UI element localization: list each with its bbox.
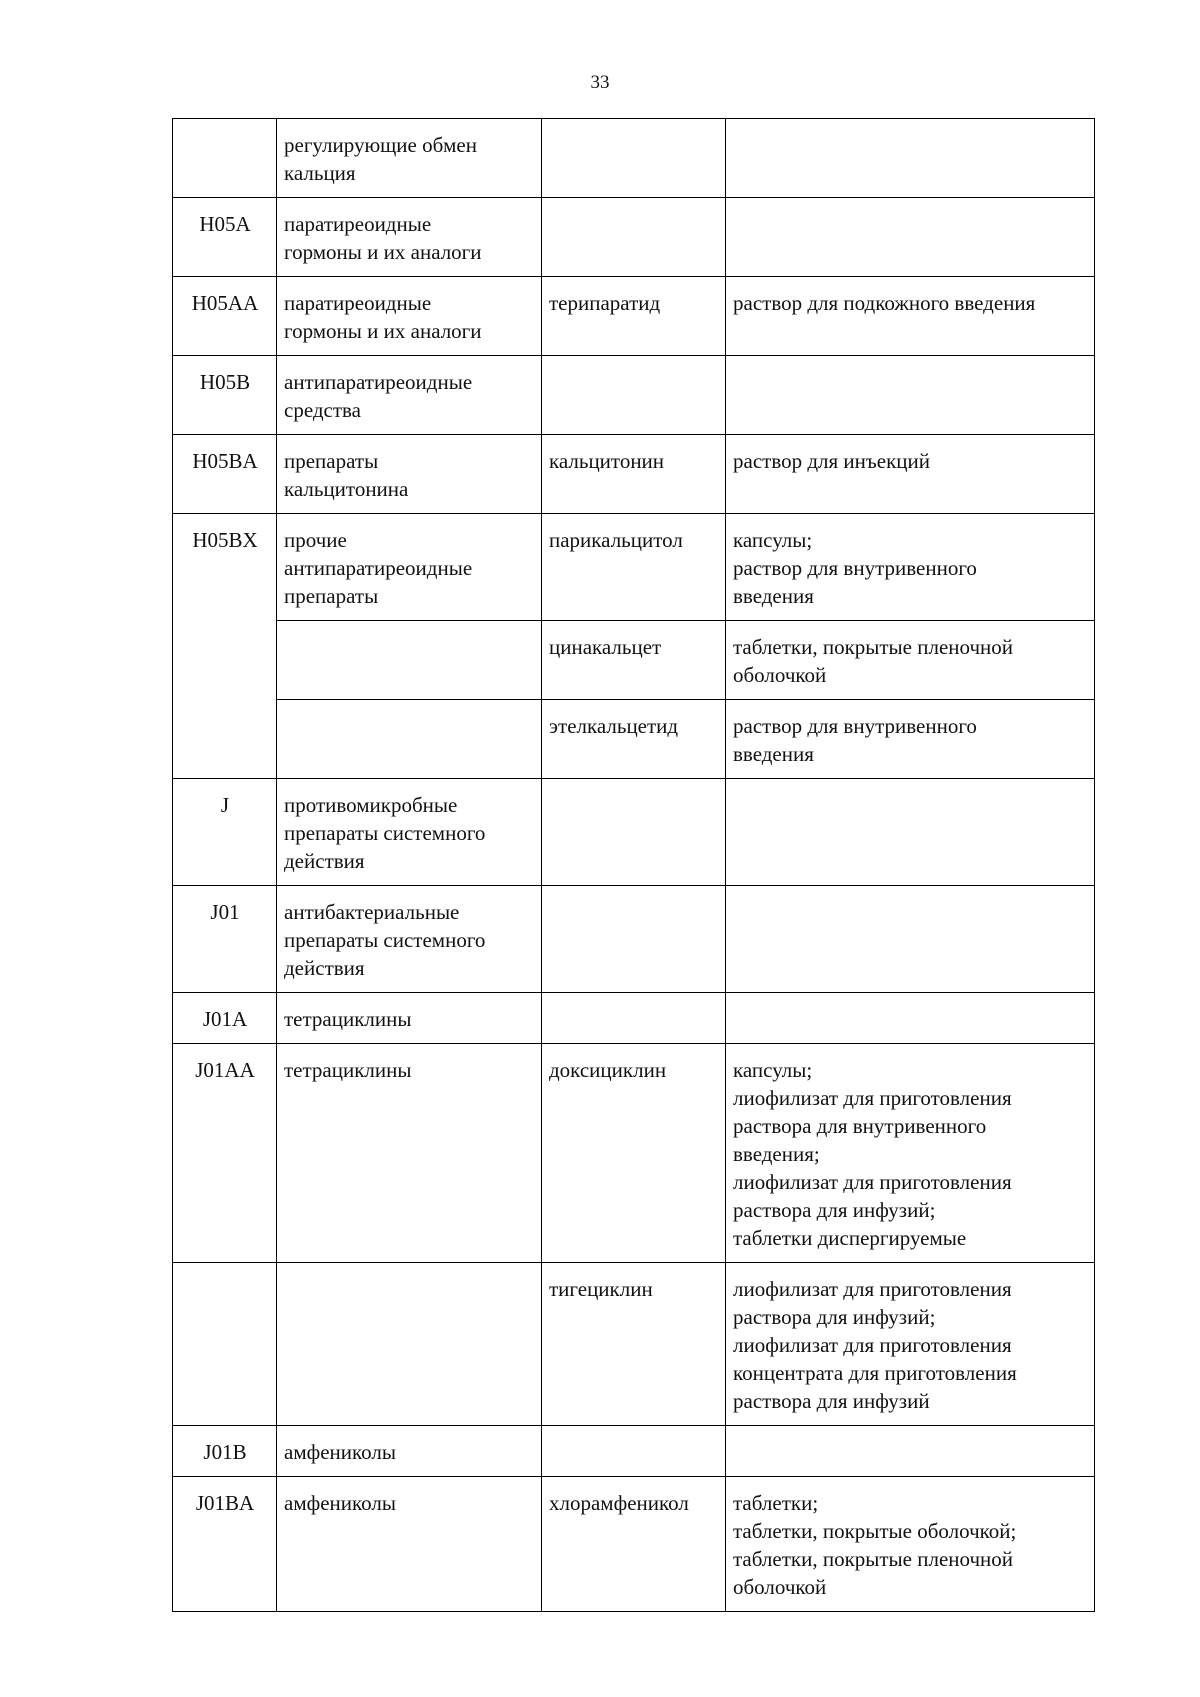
- drug-name: кальцитонин: [542, 435, 726, 514]
- table-row: [173, 779, 1095, 886]
- drug-name: [542, 356, 726, 435]
- anatomical-group: тетрациклины: [277, 1044, 542, 1263]
- atc-code: [173, 1263, 277, 1426]
- dosage-form: таблетки; таблетки, покрытые оболочкой; таблетки, покрытые пленочной оболочкой: [726, 1477, 1095, 1612]
- dosage-form: [726, 1426, 1095, 1477]
- dosage-form: [726, 356, 1095, 435]
- dosage-form: [726, 119, 1095, 198]
- atc-code: H05A: [173, 198, 277, 277]
- anatomical-group: амфениколы: [277, 1426, 542, 1477]
- table-row: [173, 119, 1095, 198]
- anatomical-group: паратиреоидные гормоны и их аналоги: [277, 198, 542, 277]
- drug-name: хлорамфеникол: [542, 1477, 726, 1612]
- anatomical-group: препараты кальцитонина: [277, 435, 542, 514]
- drug-name: [542, 993, 726, 1044]
- table-row: [173, 1044, 1095, 1263]
- atc-code: J01BA: [173, 1477, 277, 1612]
- table-row: [173, 700, 1095, 779]
- anatomical-group: прочие антипаратиреоидные препараты: [277, 514, 542, 621]
- table-row: [173, 621, 1095, 700]
- anatomical-group: [277, 621, 542, 700]
- dosage-form: [726, 198, 1095, 277]
- dosage-form: [726, 993, 1095, 1044]
- atc-code: H05AA: [173, 277, 277, 356]
- drug-name: тигециклин: [542, 1263, 726, 1426]
- table-row: [173, 198, 1095, 277]
- table-row: [173, 435, 1095, 514]
- anatomical-group: амфениколы: [277, 1477, 542, 1612]
- dosage-form: капсулы; лиофилизат для приготовления раствора для внутривенного введения; лиофилизат для приготовления раствора для инфузий; таблетки диспергируемые: [726, 1044, 1095, 1263]
- table-row: [173, 1477, 1095, 1612]
- atc-code: J01B: [173, 1426, 277, 1477]
- dosage-form: [726, 886, 1095, 993]
- dosage-form: лиофилизат для приготовления раствора для инфузий; лиофилизат для приготовления концентрата для приготовления раствора для инфузий: [726, 1263, 1095, 1426]
- page-number: 33: [590, 72, 610, 93]
- drug-name: [542, 119, 726, 198]
- dosage-form: таблетки, покрытые пленочной оболочкой: [726, 621, 1095, 700]
- anatomical-group: антипаратиреоидные средства: [277, 356, 542, 435]
- atc-drug-table: [172, 118, 1095, 1612]
- drug-name: [542, 886, 726, 993]
- anatomical-group: противомикробные препараты системного действия: [277, 779, 542, 886]
- atc-code: H05B: [173, 356, 277, 435]
- atc-code: [173, 119, 277, 198]
- anatomical-group: антибактериальные препараты системного действия: [277, 886, 542, 993]
- anatomical-group: [277, 1263, 542, 1426]
- dosage-form: [726, 779, 1095, 886]
- anatomical-group: тетрациклины: [277, 993, 542, 1044]
- table-row: [173, 1263, 1095, 1426]
- atc-code: [173, 700, 277, 779]
- atc-code: J01: [173, 886, 277, 993]
- dosage-form: раствор для подкожного введения: [726, 277, 1095, 356]
- drug-name: цинакальцет: [542, 621, 726, 700]
- anatomical-group: [277, 700, 542, 779]
- anatomical-group: паратиреоидные гормоны и их аналоги: [277, 277, 542, 356]
- drug-name: парикальцитол: [542, 514, 726, 621]
- drug-name: [542, 779, 726, 886]
- atc-code: J: [173, 779, 277, 886]
- dosage-form: капсулы; раствор для внутривенного введения: [726, 514, 1095, 621]
- table-row: [173, 514, 1095, 621]
- drug-name: доксициклин: [542, 1044, 726, 1263]
- drug-name: [542, 198, 726, 277]
- drug-name: [542, 1426, 726, 1477]
- drug-name: терипаратид: [542, 277, 726, 356]
- atc-code: H05BA: [173, 435, 277, 514]
- atc-code: J01AA: [173, 1044, 277, 1263]
- table-row: [173, 886, 1095, 993]
- atc-code: H05BX: [173, 514, 277, 621]
- table-row: [173, 1426, 1095, 1477]
- table-row: [173, 277, 1095, 356]
- dosage-form: раствор для инъекций: [726, 435, 1095, 514]
- drug-name: этелкальцетид: [542, 700, 726, 779]
- table-row: [173, 356, 1095, 435]
- table-row: [173, 993, 1095, 1044]
- anatomical-group: регулирующие обмен кальция: [277, 119, 542, 198]
- atc-code: [173, 621, 277, 700]
- atc-code: J01A: [173, 993, 277, 1044]
- dosage-form: раствор для внутривенного введения: [726, 700, 1095, 779]
